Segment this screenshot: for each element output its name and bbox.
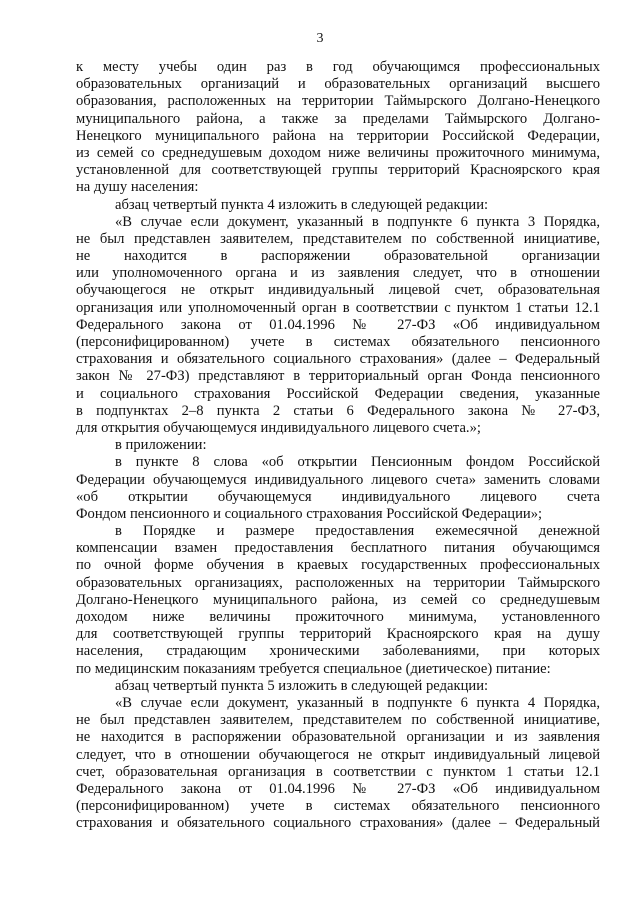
text-line: по очной форме обучения в краевых государственных профессиональных (76, 557, 600, 574)
document-body (76, 59, 600, 832)
paragraph-start: в Порядке и размере предоставления ежемесячной денежной (115, 523, 600, 540)
text-line: на душу населения: (76, 179, 199, 196)
text-line: счет, образовательная организация в соответствии с пунктом 1 статьи 12.1 (76, 763, 600, 780)
text-line: обучающегося не открыт индивидуальный лицевой счет, образовательная (76, 282, 600, 299)
text-line: для открытия обучающемуся индивидуального лицевого счета.»; (76, 419, 481, 436)
text-line: страхования и обязательного социального страхования» (далее – Федеральный (76, 351, 600, 368)
text-line: не был представлен заявителем, представителем по собственной инициативе, (76, 712, 600, 729)
text-line: Федерального закона от 01.04.1996 № 27-ФЗ «Об индивидуальном (76, 780, 600, 797)
text-line: следует, что в отношении обучающегося не открыт индивидуальный лицевой (76, 746, 600, 763)
text-line: (персонифицированном) учете в системах обязательного пенсионного (76, 798, 600, 815)
text-line: в подпунктах 2–8 пункта 2 статьи 6 Федерального закона № 27-ФЗ, (76, 402, 600, 419)
text-line: страхования и обязательного социального страхования» (далее – Федеральный (76, 815, 600, 832)
paragraph-start: «В случае если документ, указанный в подпункте 6 пункта 4 Порядка, (115, 694, 600, 711)
text-line: образовательных организаций и образовательных организаций высшего (76, 76, 600, 93)
text-line: закон № 27-ФЗ) представляют в территориальный орган Фонда пенсионного (76, 368, 600, 385)
text-line: Фондом пенсионного и социального страхования Российской Федерации»; (76, 505, 543, 522)
text-line: доходом ниже величины прожиточного минимума, установленного (76, 609, 600, 625)
paragraph-start: «В случае если документ, указанный в подпункте 6 пункта 3 Порядка, (115, 213, 600, 230)
text-line: (персонифицированном) учете в системах обязательного пенсионного (76, 334, 600, 350)
text-line: по медицинским показаниям требуется специальное (диетическое) питание: (76, 660, 551, 677)
text-line: населения, страдающим хроническими заболеваниями, при которых (76, 643, 600, 660)
text-line: Федерального закона от 01.04.1996 № 27-ФЗ «Об индивидуальном (76, 316, 600, 333)
text-line: образовательных организациях, расположенных на территории Таймырского (76, 574, 600, 591)
text-line: муниципального района, а также за пределами Таймырского Долгано- (76, 110, 600, 127)
text-line: не находится в распоряжении образовательной организации (76, 248, 600, 265)
paragraph-start: абзац четвертый пункта 4 изложить в следующей редакции: (115, 196, 489, 213)
text-line: образования, расположенных на территории Таймырского Долгано-Ненецкого (76, 93, 600, 110)
text-line: Ненецкого муниципального района на территории Российской Федерации, (76, 127, 600, 144)
text-line: или уполномоченного органа и из заявления следует, что в отношении (76, 265, 600, 282)
text-line: Федерации обучающемуся индивидуального лицевого счета» заменить словами (76, 471, 600, 488)
text-line: и социального страхования Российской Федерации сведения, указанные (76, 385, 600, 402)
paragraph-start: в приложении: (115, 437, 207, 454)
paragraph-start: в пункте 8 слова «об открытии Пенсионным фондом Российской (115, 454, 600, 471)
text-line: организация или уполномоченный орган в соответствии с пунктом 1 статьи 12.1 (76, 299, 600, 316)
text-line: не находится в распоряжении образовательной организации и из заявления (76, 729, 600, 746)
paragraph-start: абзац четвертый пункта 5 изложить в следующей редакции: (115, 677, 489, 694)
text-line: компенсации взамен предоставления бесплатного питания обучающимся (76, 540, 600, 557)
text-line: не был представлен заявителем, представителем по собственной инициативе, (76, 230, 600, 247)
text-line: «об открытии обучающемуся индивидуального лицевого счета (76, 488, 600, 505)
text-line: Долгано-Ненецкого муниципального района, из семей со среднедушевым (76, 591, 600, 608)
text-line: к месту учебы один раз в год обучающимся профессиональных (76, 59, 600, 75)
text-line: установленной для соответствующей группы территорий Красноярского края (76, 162, 600, 179)
text-line: из семей со среднедушевым доходом ниже величины прожиточного минимума, (76, 144, 600, 161)
page-number: 3 (316, 31, 324, 46)
text-line: для соответствующей группы территорий Красноярского края на душу (76, 626, 600, 643)
